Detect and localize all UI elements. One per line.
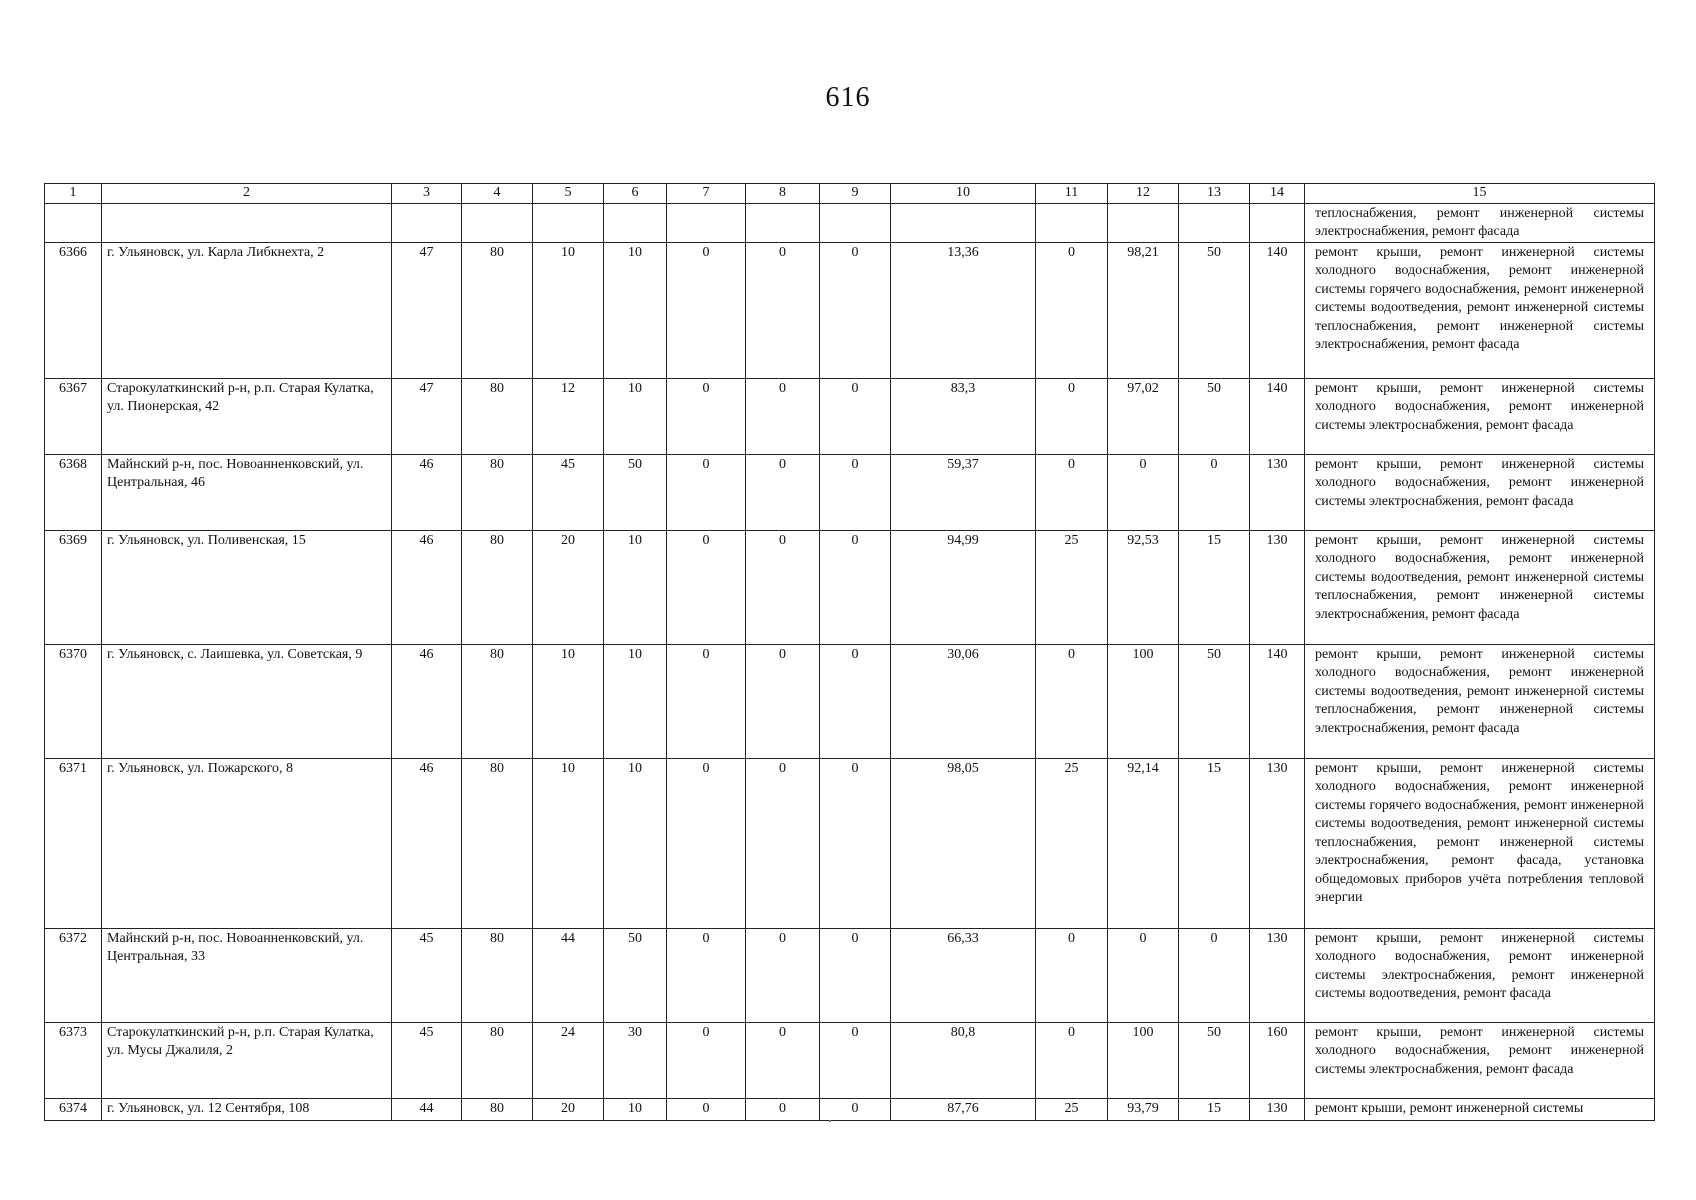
value-cell: 47 xyxy=(392,378,462,454)
value-cell: 0 xyxy=(667,454,746,530)
value-cell: 92,14 xyxy=(1108,758,1179,928)
value-cell: 50 xyxy=(604,928,667,1022)
address-cell: г. Ульяновск, ул. Карла Либкнехта, 2 xyxy=(102,242,392,378)
value-cell: 80 xyxy=(462,1022,533,1098)
value-cell: 46 xyxy=(392,454,462,530)
value-cell: 0 xyxy=(1108,454,1179,530)
value-cell: 80 xyxy=(462,1098,533,1120)
value-cell: 160 xyxy=(1250,1022,1305,1098)
value-cell: 13,36 xyxy=(891,242,1036,378)
value-cell: 92,53 xyxy=(1108,530,1179,644)
repair-program-table xyxy=(44,183,1655,1121)
cell xyxy=(891,203,1036,242)
value-cell: 100 xyxy=(1108,644,1179,758)
value-cell: 44 xyxy=(533,928,604,1022)
value-cell: 59,37 xyxy=(891,454,1036,530)
address-cell: Старокулаткинский р-н, р.п. Старая Кулатка, ул. Мусы Джалиля, 2 xyxy=(102,1022,392,1098)
value-cell: 10 xyxy=(604,378,667,454)
value-cell: 98,21 xyxy=(1108,242,1179,378)
value-cell: 0 xyxy=(1036,928,1108,1022)
column-number-7: 7 xyxy=(667,184,746,204)
table-row xyxy=(45,378,1655,454)
value-cell: 0 xyxy=(820,1022,891,1098)
column-number-2: 2 xyxy=(102,184,392,204)
value-cell: 130 xyxy=(1250,530,1305,644)
value-cell: 0 xyxy=(746,644,820,758)
value-cell: 20 xyxy=(533,1098,604,1120)
address-cell: г. Ульяновск, ул. Поливенская, 15 xyxy=(102,530,392,644)
value-cell: 44 xyxy=(392,1098,462,1120)
value-cell: 30,06 xyxy=(891,644,1036,758)
value-cell: 94,99 xyxy=(891,530,1036,644)
value-cell: 140 xyxy=(1250,242,1305,378)
table-row xyxy=(45,1022,1655,1098)
value-cell: 97,02 xyxy=(1108,378,1179,454)
value-cell: 0 xyxy=(820,758,891,928)
value-cell: 45 xyxy=(392,1022,462,1098)
address-cell: г. Ульяновск, ул. Пожарского, 8 xyxy=(102,758,392,928)
table-row xyxy=(45,758,1655,928)
value-cell: 15 xyxy=(1179,530,1250,644)
value-cell: 80 xyxy=(462,758,533,928)
column-number-row xyxy=(45,184,1655,204)
value-cell: 130 xyxy=(1250,1098,1305,1120)
row-number-cell: 6373 xyxy=(45,1022,102,1098)
value-cell: 80 xyxy=(462,928,533,1022)
value-cell: 25 xyxy=(1036,530,1108,644)
value-cell: 30 xyxy=(604,1022,667,1098)
value-cell: 140 xyxy=(1250,378,1305,454)
cell xyxy=(102,203,392,242)
cell xyxy=(1179,203,1250,242)
value-cell: 0 xyxy=(667,242,746,378)
value-cell: 50 xyxy=(1179,242,1250,378)
row-number-cell: 6370 xyxy=(45,644,102,758)
value-cell: 130 xyxy=(1250,454,1305,530)
value-cell: 130 xyxy=(1250,928,1305,1022)
value-cell: 98,05 xyxy=(891,758,1036,928)
value-cell: 50 xyxy=(604,454,667,530)
value-cell: 45 xyxy=(533,454,604,530)
value-cell: 0 xyxy=(746,1098,820,1120)
cell xyxy=(820,203,891,242)
cell xyxy=(1036,203,1108,242)
value-cell: 130 xyxy=(1250,758,1305,928)
continuation-row xyxy=(45,203,1655,242)
value-cell: 12 xyxy=(533,378,604,454)
value-cell: 0 xyxy=(746,454,820,530)
value-cell: 0 xyxy=(820,530,891,644)
column-number-1: 1 xyxy=(45,184,102,204)
column-number-15: 15 xyxy=(1305,184,1655,204)
table-body xyxy=(45,203,1655,1120)
address-cell: Майнский р-н, пос. Новоанненковский, ул. Центральная, 46 xyxy=(102,454,392,530)
address-cell: г. Ульяновск, ул. 12 Сентября, 108 xyxy=(102,1098,392,1120)
row-number-cell: 6368 xyxy=(45,454,102,530)
value-cell: 100 xyxy=(1108,1022,1179,1098)
value-cell: 80 xyxy=(462,242,533,378)
table-row xyxy=(45,1098,1655,1120)
value-cell: 80,8 xyxy=(891,1022,1036,1098)
value-cell: 0 xyxy=(1036,378,1108,454)
value-cell: 83,3 xyxy=(891,378,1036,454)
value-cell: 47 xyxy=(392,242,462,378)
value-cell: 0 xyxy=(1036,1022,1108,1098)
value-cell: 20 xyxy=(533,530,604,644)
row-number-cell: 6369 xyxy=(45,530,102,644)
value-cell: 0 xyxy=(1179,928,1250,1022)
works-cell: ремонт крыши, ремонт инженерной системы холодного водоснабжения, ремонт инженерной системы электроснабжения, ремонт фасада xyxy=(1305,378,1655,454)
value-cell: 87,76 xyxy=(891,1098,1036,1120)
value-cell: 10 xyxy=(604,530,667,644)
value-cell: 0 xyxy=(820,378,891,454)
row-number-cell: 6367 xyxy=(45,378,102,454)
value-cell: 80 xyxy=(462,378,533,454)
column-number-12: 12 xyxy=(1108,184,1179,204)
table-row xyxy=(45,928,1655,1022)
value-cell: 0 xyxy=(820,928,891,1022)
value-cell: 0 xyxy=(746,928,820,1022)
table-row xyxy=(45,242,1655,378)
works-cell: ремонт крыши, ремонт инженерной системы холодного водоснабжения, ремонт инженерной системы горячего водоснабжения, ремонт инженерной системы водоотведения, ремонт инженерной системы теплоснабжения, ремонт инженерной системы электроснабжения, ремонт фасада xyxy=(1305,242,1655,378)
value-cell: 0 xyxy=(746,758,820,928)
value-cell: 93,79 xyxy=(1108,1098,1179,1120)
value-cell: 10 xyxy=(604,242,667,378)
column-number-8: 8 xyxy=(746,184,820,204)
cell xyxy=(392,203,462,242)
value-cell: 80 xyxy=(462,644,533,758)
value-cell: 46 xyxy=(392,758,462,928)
row-number-cell: 6366 xyxy=(45,242,102,378)
works-cell: ремонт крыши, ремонт инженерной системы холодного водоснабжения, ремонт инженерной системы водоотведения, ремонт инженерной системы теплоснабжения, ремонт инженерной системы электроснабжения, ремонт фасада xyxy=(1305,530,1655,644)
value-cell: 0 xyxy=(746,378,820,454)
value-cell: 24 xyxy=(533,1022,604,1098)
works-cell: ремонт крыши, ремонт инженерной системы холодного водоснабжения, ремонт инженерной системы электроснабжения, ремонт фасада xyxy=(1305,454,1655,530)
value-cell: 0 xyxy=(667,530,746,644)
cell xyxy=(462,203,533,242)
column-number-11: 11 xyxy=(1036,184,1108,204)
value-cell: 0 xyxy=(820,454,891,530)
value-cell: 0 xyxy=(1036,454,1108,530)
row-number-cell: 6374 xyxy=(45,1098,102,1120)
value-cell: 0 xyxy=(667,378,746,454)
value-cell: 10 xyxy=(533,644,604,758)
row-number-cell: 6372 xyxy=(45,928,102,1022)
works-cell: ремонт крыши, ремонт инженерной системы холодного водоснабжения, ремонт инженерной системы электроснабжения, ремонт фасада xyxy=(1305,1022,1655,1098)
row-number-cell: 6371 xyxy=(45,758,102,928)
column-number-5: 5 xyxy=(533,184,604,204)
address-cell: г. Ульяновск, с. Лаишевка, ул. Советская, 9 xyxy=(102,644,392,758)
column-number-3: 3 xyxy=(392,184,462,204)
value-cell: 25 xyxy=(1036,1098,1108,1120)
value-cell: 0 xyxy=(667,1098,746,1120)
cell xyxy=(1108,203,1179,242)
value-cell: 50 xyxy=(1179,644,1250,758)
value-cell: 0 xyxy=(746,242,820,378)
value-cell: 0 xyxy=(667,758,746,928)
works-cell: ремонт крыши, ремонт инженерной системы холодного водоснабжения, ремонт инженерной системы водоотведения, ремонт инженерной системы теплоснабжения, ремонт инженерной системы электроснабжения, ремонт фасада xyxy=(1305,644,1655,758)
column-number-6: 6 xyxy=(604,184,667,204)
cell xyxy=(1250,203,1305,242)
value-cell: 0 xyxy=(1108,928,1179,1022)
value-cell: 66,33 xyxy=(891,928,1036,1022)
value-cell: 15 xyxy=(1179,1098,1250,1120)
value-cell: 0 xyxy=(746,1022,820,1098)
value-cell: 46 xyxy=(392,530,462,644)
value-cell: 0 xyxy=(1036,644,1108,758)
cell xyxy=(746,203,820,242)
value-cell: 10 xyxy=(604,644,667,758)
address-cell: Старокулаткинский р-н, р.п. Старая Кулатка, ул. Пионерская, 42 xyxy=(102,378,392,454)
value-cell: 10 xyxy=(533,758,604,928)
scan-speck xyxy=(829,1120,831,1122)
table-row xyxy=(45,644,1655,758)
value-cell: 10 xyxy=(533,242,604,378)
cell xyxy=(604,203,667,242)
value-cell: 0 xyxy=(667,1022,746,1098)
table-row xyxy=(45,530,1655,644)
column-number-14: 14 xyxy=(1250,184,1305,204)
value-cell: 10 xyxy=(604,758,667,928)
value-cell: 0 xyxy=(820,242,891,378)
value-cell: 0 xyxy=(667,928,746,1022)
value-cell: 15 xyxy=(1179,758,1250,928)
column-number-13: 13 xyxy=(1179,184,1250,204)
works-cell: ремонт крыши, ремонт инженерной системы xyxy=(1305,1098,1655,1120)
column-number-10: 10 xyxy=(891,184,1036,204)
value-cell: 25 xyxy=(1036,758,1108,928)
value-cell: 0 xyxy=(746,530,820,644)
value-cell: 80 xyxy=(462,454,533,530)
value-cell: 140 xyxy=(1250,644,1305,758)
value-cell: 0 xyxy=(820,1098,891,1120)
column-number-9: 9 xyxy=(820,184,891,204)
page-number: 616 xyxy=(825,82,871,113)
address-cell: Майнский р-н, пос. Новоанненковский, ул. Центральная, 33 xyxy=(102,928,392,1022)
value-cell: 0 xyxy=(1036,242,1108,378)
value-cell: 10 xyxy=(604,1098,667,1120)
value-cell: 46 xyxy=(392,644,462,758)
value-cell: 0 xyxy=(667,644,746,758)
value-cell: 50 xyxy=(1179,1022,1250,1098)
works-cell: ремонт крыши, ремонт инженерной системы холодного водоснабжения, ремонт инженерной системы электроснабжения, ремонт инженерной системы водоотведения, ремонт фасада xyxy=(1305,928,1655,1022)
works-cell: теплоснабжения, ремонт инженерной системы электроснабжения, ремонт фасада xyxy=(1305,203,1655,242)
value-cell: 45 xyxy=(392,928,462,1022)
value-cell: 0 xyxy=(1179,454,1250,530)
column-number-4: 4 xyxy=(462,184,533,204)
works-cell: ремонт крыши, ремонт инженерной системы холодного водоснабжения, ремонт инженерной системы горячего водоснабжения, ремонт инженерной системы водоотведения, ремонт инженерной системы теплоснабжения, ремонт инженерной системы электроснабжения, ремонт фасада, установка общедомовых приборов учёта потребления тепловой энергии xyxy=(1305,758,1655,928)
value-cell: 0 xyxy=(820,644,891,758)
table-row xyxy=(45,454,1655,530)
cell xyxy=(533,203,604,242)
cell xyxy=(45,203,102,242)
value-cell: 80 xyxy=(462,530,533,644)
cell xyxy=(667,203,746,242)
value-cell: 50 xyxy=(1179,378,1250,454)
